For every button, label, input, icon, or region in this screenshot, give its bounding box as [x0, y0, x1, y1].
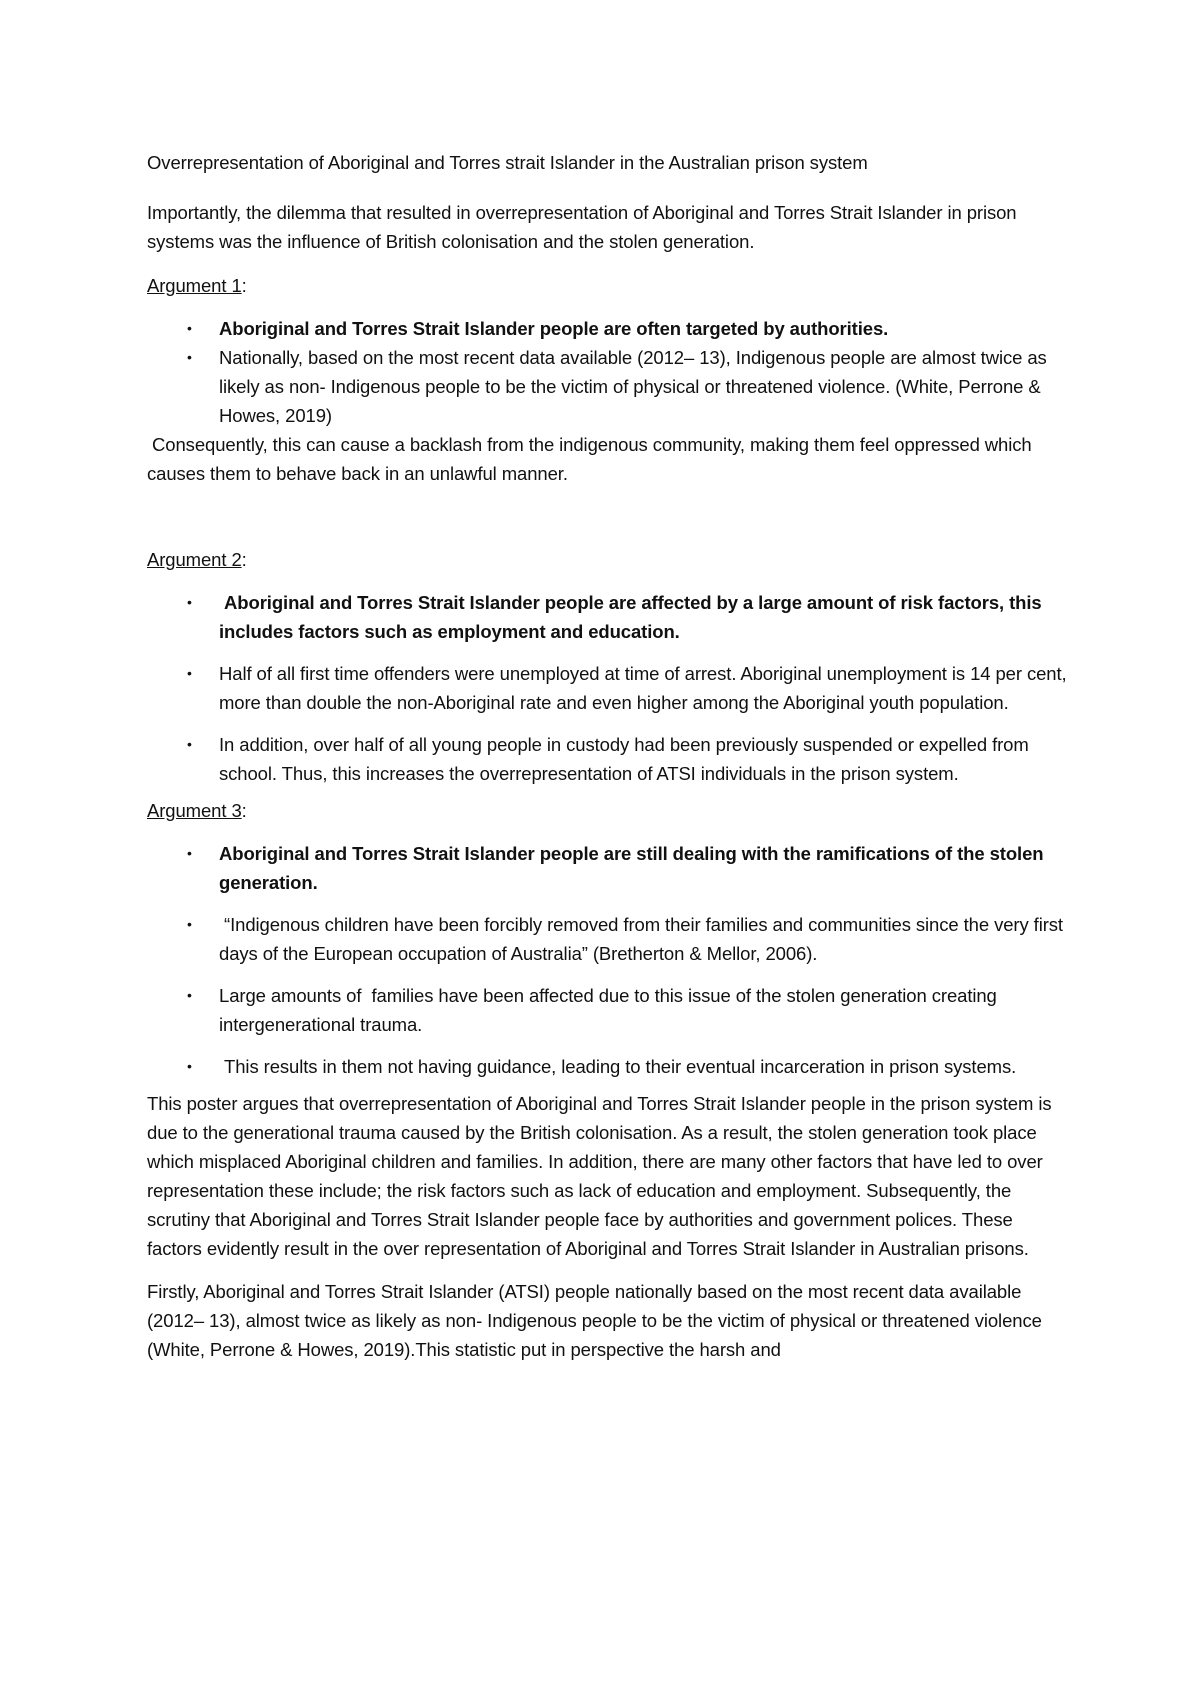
bullet-text: Aboriginal and Torres Strait Islander people are still dealing with the ramifications of the stolen generation. — [219, 843, 1044, 893]
bullet-text: Nationally, based on the most recent data available (2012– 13), Indigenous people are almost twice as likely as non- Indigenous people to be the victim of physical or threatened violence. (White, Perrone & Howes, 2019) — [219, 347, 1047, 426]
body-paragraph-1: This poster argues that overrepresentation of Aboriginal and Torres Strait Islander people in the prison system is due to the generational trauma caused by the British colonisation. As a result, the stolen generation took place which misplaced Aboriginal children and families. In addition, there are many other factors that have led to over representation these include; the risk factors such as lack of education and employment. Subsequently, the scrutiny that Aboriginal and Torres Strait Islander people face by authorities and government polices. These factors evidently result in the over representation of Aboriginal and Torres Strait Islander in Australian prisons. — [147, 1093, 1052, 1259]
argument-3-heading: Argument 3 — [147, 800, 242, 821]
argument-1-followup: Consequently, this can cause a backlash from the indigenous community, making them feel oppressed which causes them to behave back in an unlawful manner. — [147, 434, 1037, 484]
bullet-text: Aboriginal and Torres Strait Islander people are often targeted by authorities. — [219, 318, 889, 339]
argument-2-section — [147, 545, 1072, 788]
argument-3-bullet-list — [147, 839, 1072, 1081]
bullet-icon: • — [187, 845, 192, 861]
bullet-text: In addition, over half of all young people in custody had been previously suspended or expelled from school. Thus, this increases the overrepresentation of ATSI individuals in the prison system. — [219, 734, 1029, 784]
spacer — [147, 488, 1072, 545]
bullet-icon: • — [187, 916, 192, 932]
bullet-icon: • — [187, 665, 192, 681]
document-body — [147, 148, 1072, 1378]
list-item — [147, 659, 1072, 717]
argument-3-heading-line — [147, 796, 1072, 825]
intro-paragraph: Importantly, the dilemma that resulted in overrepresentation of Aboriginal and Torres Strait Islander in prison systems was the influence of British colonisation and the stolen generation. — [147, 202, 1017, 252]
bullet-icon: • — [187, 320, 192, 336]
list-item — [147, 839, 1072, 897]
argument-1-heading: Argument 1 — [147, 275, 242, 296]
argument-1-heading-colon: : — [241, 275, 247, 296]
argument-1-heading-line — [147, 271, 1072, 300]
list-item — [147, 910, 1072, 968]
body-paragraph-2: Firstly, Aboriginal and Torres Strait Islander (ATSI) people nationally based on the most recent data available (2012– 13), almost twice as likely as non- Indigenous people to be the victim of physical or threatened violence (White, Perrone & Howes, 2019).This statistic put in perspective the harsh and — [147, 1281, 1042, 1360]
argument-2-heading-line — [147, 545, 1072, 574]
list-item — [147, 1052, 1072, 1081]
bullet-icon: • — [187, 987, 192, 1003]
argument-3-section — [147, 796, 1072, 1081]
list-item — [147, 343, 1072, 430]
bullet-icon: • — [187, 1058, 192, 1074]
bullet-icon: • — [187, 349, 192, 365]
list-item — [147, 730, 1072, 788]
argument-1-section — [147, 271, 1072, 488]
list-item — [147, 588, 1072, 646]
argument-2-heading-colon: : — [241, 549, 247, 570]
bullet-text: Aboriginal and Torres Strait Islander people are affected by a large amount of risk factors, this includes factors such as employment and education. — [219, 592, 1047, 642]
bullet-icon: • — [187, 594, 192, 610]
argument-2-heading: Argument 2 — [147, 549, 242, 570]
bullet-text: “Indigenous children have been forcibly removed from their families and communities since the very first days of the European occupation of Australia” (Bretherton & Mellor, 2006). — [219, 914, 1069, 964]
bullet-text: This results in them not having guidance, leading to their eventual incarceration in prison systems. — [219, 1056, 1017, 1077]
argument-2-bullet-list — [147, 588, 1072, 788]
bullet-text: Half of all first time offenders were unemployed at time of arrest. Aboriginal unemployment is 14 per cent, more than double the non-Aboriginal rate and even higher among the Aboriginal youth population. — [219, 663, 1067, 713]
list-item — [147, 314, 1072, 343]
list-item — [147, 981, 1072, 1039]
bullet-text: Large amounts of families have been affected due to this issue of the stolen generation creating intergenerational trauma. — [219, 985, 1002, 1035]
document-title: Overrepresentation of Aboriginal and Torres strait Islander in the Australian prison system — [147, 152, 868, 173]
argument-1-bullet-list — [147, 314, 1072, 430]
bullet-icon: • — [187, 736, 192, 752]
argument-3-heading-colon: : — [241, 800, 247, 821]
